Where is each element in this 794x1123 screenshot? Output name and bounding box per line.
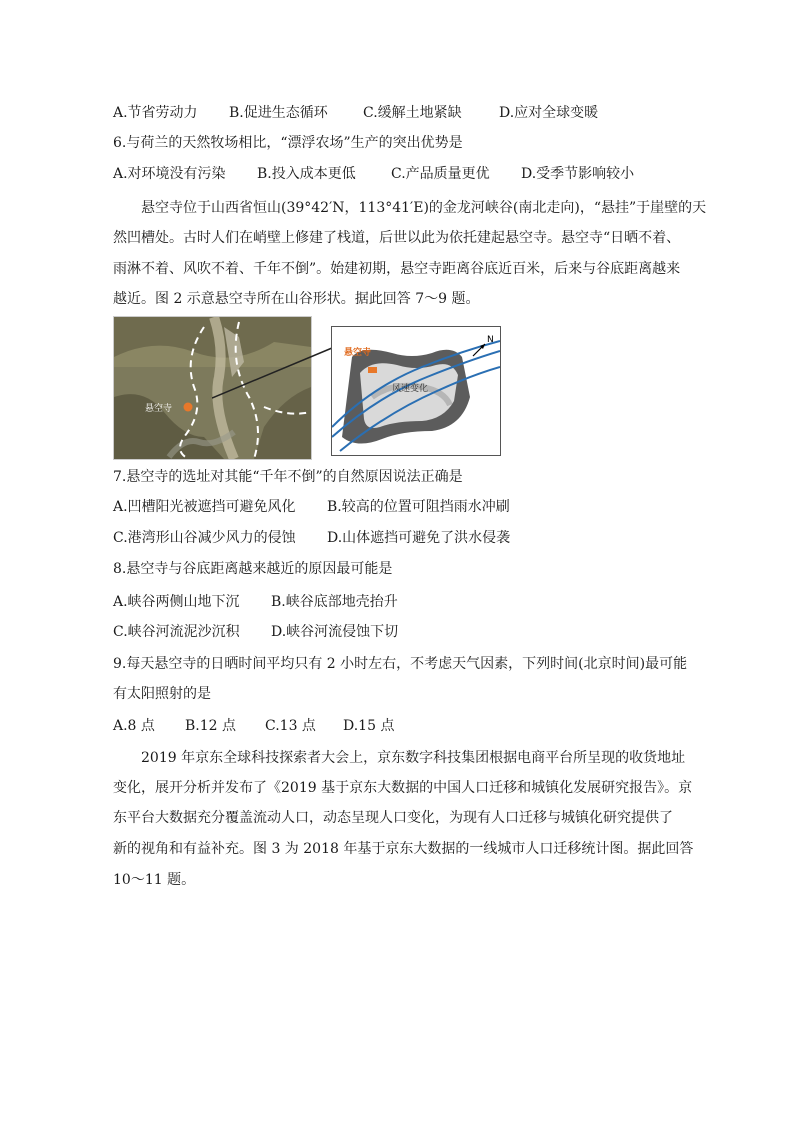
- q7-option-a[interactable]: A.凹槽阳光被遮挡可避免风化: [113, 499, 296, 515]
- q7-stem: 7.悬空寺的选址对其能“千年不倒”的自然原因说法正确是: [113, 469, 463, 485]
- passage2-line-3: 东平台大数据充分覆盖流动人口，动态呈现人口变化，为现有人口迁移与城镇化研究提供了: [113, 810, 673, 826]
- passage1-line-4: 越近。图 2 示意悬空寺所在山谷形状。据此回答 7～9 题。: [113, 291, 480, 307]
- q9-option-b[interactable]: B.12 点: [185, 718, 237, 734]
- q7-options-row1: [113, 497, 510, 517]
- q6-option-b[interactable]: B.投入成本更低: [257, 166, 356, 182]
- q7-option-b[interactable]: B.较高的位置可阻挡雨水冲刷: [327, 499, 510, 515]
- figure2-photo-label: 悬空寺: [145, 404, 173, 414]
- q6-option-a[interactable]: A.对环境没有污染: [113, 166, 226, 182]
- q8-option-d[interactable]: D.峡谷河流侵蚀下切: [271, 624, 399, 640]
- passage2-line-2: 变化，展开分析并发布了《2019 基于京东大数据的中国人口迁移和城镇化发展研究报告》。京: [113, 780, 693, 796]
- q5-options: [113, 103, 598, 123]
- q8-options-row1: [113, 592, 398, 612]
- north-arrow-label: N: [487, 335, 494, 345]
- passage2-line-1: 2019 年京东全球科技探索者大会上，京东数字科技集团根据电商平台所呈现的收货地址: [141, 750, 686, 766]
- passage1-line-3: 雨淋不着、风吹不着、千年不倒”。始建初期，悬空寺距离谷底近百米，后来与谷底距离越来: [113, 261, 681, 277]
- passage2-line-5: 10～11 题。: [113, 872, 196, 888]
- q8-option-b[interactable]: B.峡谷底部地壳抬升: [271, 594, 398, 610]
- passage1-line-1: 悬空寺位于山西省恒山(39°42′N，113°41′E)的金龙河峡谷(南北走向)，“悬挂”于崖壁的天: [141, 200, 707, 216]
- q9-option-c[interactable]: C.13 点: [265, 718, 316, 734]
- q6-option-c[interactable]: C.产品质量更优: [391, 166, 490, 182]
- q9-stem-line-1: 9.每天悬空寺的日晒时间平均只有 2 小时左右，不考虑天气因素，下列时间(北京时间)最可能: [113, 656, 688, 672]
- q8-options-row2: [113, 622, 398, 642]
- q8-stem: 8.悬空寺与谷底距离越来越近的原因最可能是: [113, 561, 393, 577]
- figure2-diagram: [331, 326, 501, 456]
- q7-option-c[interactable]: C.港湾形山谷减少风力的侵蚀: [113, 530, 296, 546]
- q6-stem: 6.与荷兰的天然牧场相比，“漂浮农场”生产的突出优势是: [113, 135, 463, 151]
- temple-location-marker: [184, 403, 193, 412]
- q5-option-d[interactable]: D.应对全球变暖: [499, 105, 599, 121]
- q9-option-a[interactable]: A.8 点: [113, 718, 155, 734]
- q9-options: [113, 716, 394, 736]
- q5-option-c[interactable]: C.缓解土地紧缺: [363, 105, 462, 121]
- q6-option-d[interactable]: D.受季节影响较小: [521, 166, 635, 182]
- q9-option-d[interactable]: D.15 点: [343, 718, 395, 734]
- figure2-connector-line: [212, 340, 344, 400]
- q7-option-d[interactable]: D.山体遮挡可避免了洪水侵袭: [327, 530, 511, 546]
- q5-option-b[interactable]: B.促进生态循环: [229, 105, 328, 121]
- q5-option-a[interactable]: A.节省劳动力: [113, 105, 198, 121]
- passage1-line-2: 然凹槽处。古时人们在峭壁上修建了栈道，后世以此为依托建起悬空寺。悬空寺“日晒不着、: [113, 230, 681, 246]
- passage2-line-4: 新的视角和有益补充。图 3 为 2018 年基于京东大数据的一线城市人口迁移统计图。据此回答: [113, 841, 694, 857]
- q8-option-c[interactable]: C.峡谷河流泥沙沉积: [113, 624, 240, 640]
- q7-options-row2: [113, 528, 510, 548]
- q6-options: [113, 164, 634, 184]
- q9-stem-line-2: 有太阳照射的是: [113, 686, 211, 702]
- q8-option-a[interactable]: A.峡谷两侧山地下沉: [113, 594, 240, 610]
- diagram-temple-label: 悬空寺: [344, 348, 372, 358]
- diagram-wind-label: 风速变化: [392, 384, 429, 394]
